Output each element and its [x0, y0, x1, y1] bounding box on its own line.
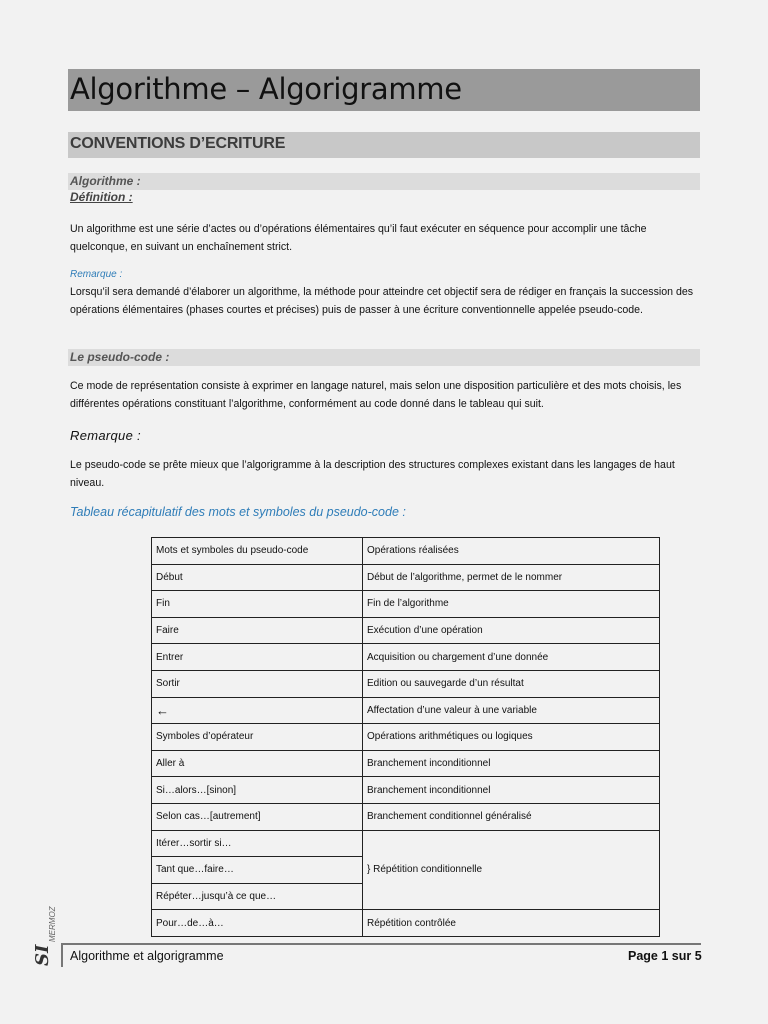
- table-cell: Début: [152, 564, 363, 591]
- pseudo-heading: Le pseudo-code :: [70, 350, 170, 364]
- page-title: Algorithme – Algorigramme: [70, 72, 462, 106]
- table-cell: Symboles d’opérateur: [152, 724, 363, 751]
- table-cell: Faire: [152, 617, 363, 644]
- table-cell: Opérations arithmétiques ou logiques: [363, 724, 660, 751]
- table-cell: Répéter…jusqu’à ce que…: [152, 883, 363, 910]
- table-row: [152, 591, 660, 618]
- definition-heading: Définition :: [70, 190, 133, 204]
- remark2-label: Remarque :: [70, 428, 141, 443]
- table-row: [152, 670, 660, 697]
- remark2-text: Le pseudo-code se prête mieux que l’algorigramme à la description des structures complexes existant dans les langages de haut niveau.: [70, 459, 675, 489]
- footer-divider: [61, 943, 701, 945]
- table-header-row: [152, 538, 660, 565]
- section-title: CONVENTIONS D’ECRITURE: [70, 135, 286, 152]
- remark1-text: Lorsqu’il sera demandé d’élaborer un algorithme, la méthode pour atteindre cet objectif sera de rédiger en français la succession des opérations élémentaires (phases courtes et précises) puis de passer à une écriture conventionnelle appelée pseudo-code.: [70, 286, 694, 316]
- table-row: [152, 910, 660, 937]
- table-header-cell: Mots et symboles du pseudo-code: [152, 538, 363, 565]
- table-cell: Répétition contrôlée: [363, 910, 660, 937]
- pseudo-text: Ce mode de représentation consiste à exprimer en langage naturel, mais selon une disposition particulière et des mots choisis, les différentes opérations constituant l’algorithme, conformément au code donné dans le tableau qui suit.: [70, 380, 682, 410]
- remark1-label: Remarque :: [70, 269, 123, 280]
- table-cell: Edition ou sauvegarde d’un résultat: [363, 670, 660, 697]
- table-row: [152, 803, 660, 830]
- table-cell: Tant que…faire…: [152, 857, 363, 884]
- table-row: [152, 644, 660, 671]
- table-cell: Pour…de…à…: [152, 910, 363, 937]
- definition-text: Un algorithme est une série d’actes ou d’opérations élémentaires qu’il faut exécuter en séquence pour accomplir une tâche quelconque, en suivant un enchaînement strict.: [70, 223, 647, 253]
- footer-page-number: Page 1 sur 5: [628, 949, 702, 963]
- logo-si-text: SI: [32, 944, 53, 966]
- table-cell: Affectation d’une valeur à une variable: [363, 697, 660, 724]
- table-row: [152, 697, 660, 724]
- logo-mermoz-text: MERMOZ: [48, 906, 57, 942]
- si-mermoz-logo: [28, 880, 58, 970]
- table-cell: Aller à: [152, 750, 363, 777]
- table-cell: Selon cas…[autrement]: [152, 803, 363, 830]
- table-row: [152, 750, 660, 777]
- table-row: [152, 564, 660, 591]
- table-row: [152, 617, 660, 644]
- table-row: [152, 830, 660, 857]
- algo-heading: Algorithme :: [70, 174, 141, 188]
- title-bar: [68, 69, 700, 111]
- footer-divider-tick: [61, 943, 63, 967]
- table-row: [152, 777, 660, 804]
- table-cell: Fin: [152, 591, 363, 618]
- table-cell: Branchement inconditionnel: [363, 750, 660, 777]
- table-cell: Itérer…sortir si…: [152, 830, 363, 857]
- table-cell: Fin de l’algorithme: [363, 591, 660, 618]
- table-cell: Si…alors…[sinon]: [152, 777, 363, 804]
- table-cell: ←: [152, 697, 363, 724]
- pseudo-code-table: [151, 537, 660, 937]
- section-bar: [68, 132, 700, 158]
- table-caption: Tableau récapitulatif des mots et symboles du pseudo-code :: [70, 505, 406, 519]
- table-cell: Branchement conditionnel généralisé: [363, 803, 660, 830]
- table-cell: Acquisition ou chargement d’une donnée: [363, 644, 660, 671]
- table-cell: Branchement inconditionnel: [363, 777, 660, 804]
- table-cell: Exécution d’une opération: [363, 617, 660, 644]
- table-cell: Début de l’algorithme, permet de le nommer: [363, 564, 660, 591]
- pseudo-heading-bar: [68, 349, 700, 366]
- table-row: [152, 724, 660, 751]
- table-cell-merged: } Répétition conditionnelle: [363, 830, 660, 910]
- table-cell: Sortir: [152, 670, 363, 697]
- table-cell: Entrer: [152, 644, 363, 671]
- algo-heading-bar: [68, 173, 700, 190]
- footer-doc-title: Algorithme et algorigramme: [70, 949, 224, 963]
- table-header-cell: Opérations réalisées: [363, 538, 660, 565]
